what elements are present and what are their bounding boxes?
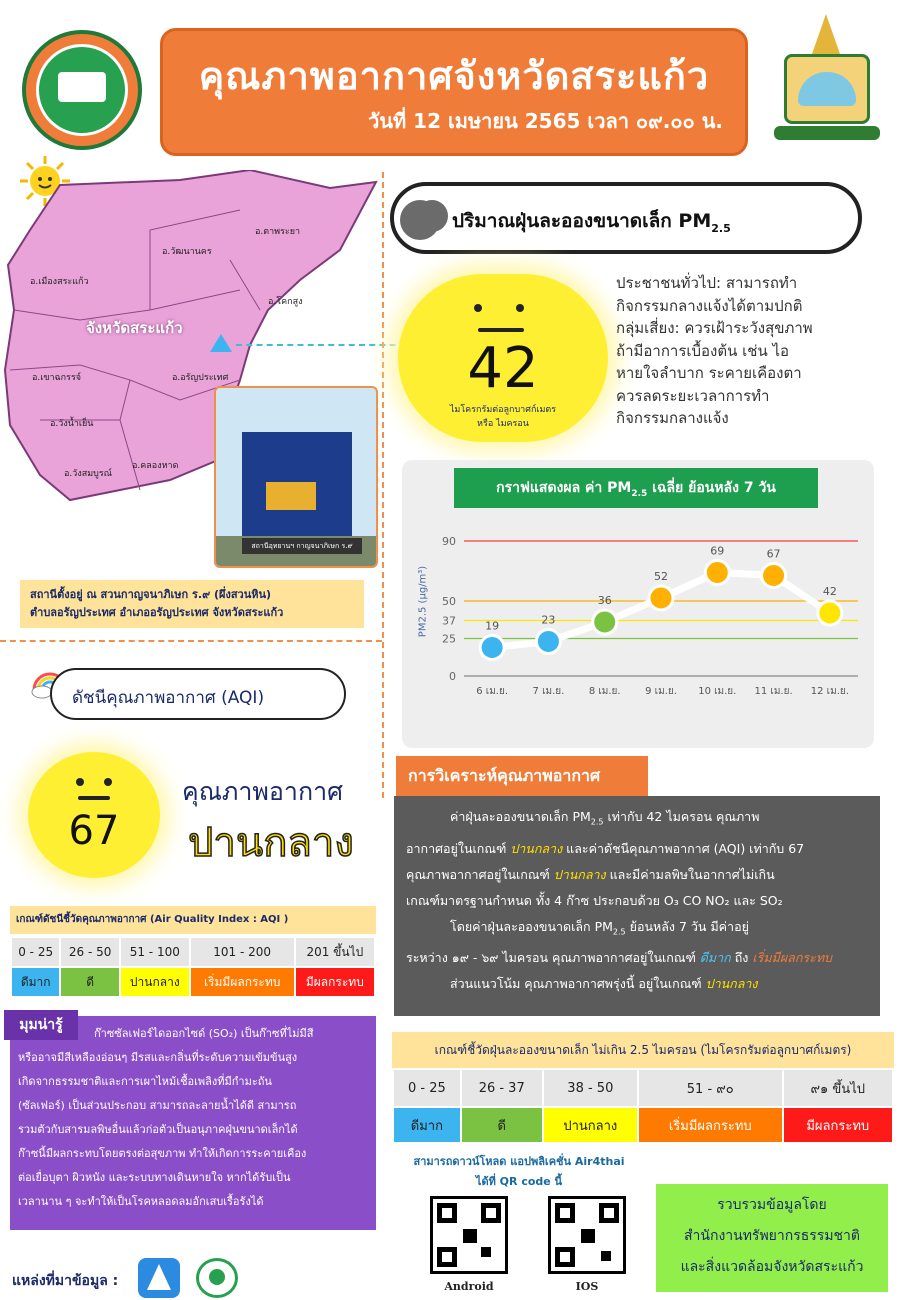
x-tick-label: 9 เม.ย.: [645, 686, 677, 697]
district-label: อ.โคกสูง: [268, 297, 303, 307]
aqi-level-cell: มีผลกระทบ: [295, 967, 375, 997]
aqi-level-cell: ดี: [60, 967, 120, 997]
download-note: [396, 1152, 642, 1192]
knowledge-line: เกิดจากธรรมชาติและการเผาไหม้เชื้อเพลิงที่มีกำมะถัน: [18, 1075, 272, 1088]
knowledge-line: รวมตัวกับสารมลพิษอื่นแล้วก่อตัวเป็นอนุภาคฝุ่นขนาดเล็กได้: [18, 1123, 298, 1136]
district-label: อ.วังสมบูรณ์: [64, 469, 113, 479]
pm25-unit: หรือ ไมครอน: [477, 419, 529, 429]
air4thai-logo: [138, 1258, 180, 1298]
aqi-level-cell: เริ่มมีผลกระทบ: [190, 967, 295, 997]
x-tick-label: 8 เม.ย.: [588, 686, 621, 697]
pm25-face: [398, 274, 608, 442]
chart-ylabel: PM2.5 (μg/m³): [417, 565, 429, 638]
station-location-box: [20, 580, 364, 628]
pm-range: 26 - 37: [461, 1069, 543, 1107]
aqi-level: ปานกลาง: [188, 820, 354, 866]
pm-table-title: เกณฑ์ชี้วัดฝุ่นละอองขนาดเล็ก ไม่เกิน 2.5 ไมครอน (ไมโครกรัมต่อลูกบาศก์เมตร): [392, 1032, 894, 1068]
knowledge-line: ก๊าซซัลเฟอร์ไดออกไซด์ (SO₂) เป็นก๊าซที่ไม่มีสี: [94, 1027, 314, 1040]
knowledge-box: [10, 1016, 376, 1230]
download-line: ได้ที่ QR code นี้: [475, 1175, 563, 1188]
analysis-heading: การวิเคราะห์คุณภาพอากาศ: [396, 756, 648, 796]
analysis-text: ย้อนหลัง 7 วัน มีค่าอยู่: [625, 918, 749, 934]
data-point: [536, 630, 560, 654]
pm25-line-chart: [428, 516, 874, 748]
data-label: 36: [597, 594, 612, 607]
district-label: อ.วังน้ำเย็น: [50, 419, 94, 429]
advice-line: ถ้ามีอาการเบื้องต้น เช่น ไอ: [616, 341, 790, 360]
analysis-text: และค่าดัชนีคุณภาพอากาศ (AQI) เท่ากับ 67: [562, 840, 805, 856]
analysis-highlight: ปานกลาง: [705, 976, 758, 991]
chart-title-bar: [454, 468, 818, 508]
advice-line: กิจกรรมกลางแจ้งได้ตามปกติ: [616, 296, 803, 315]
android-qr-code[interactable]: [430, 1196, 508, 1274]
data-point: [705, 561, 729, 585]
ios-qr-code[interactable]: [548, 1196, 626, 1274]
divider: [0, 640, 382, 642]
pm-range: 38 - 50: [543, 1069, 638, 1107]
pm-range: ๙๑ ขึ้นไป: [783, 1069, 893, 1107]
y-tick-label: 25: [442, 632, 456, 646]
location-line: ตำบลอรัญประเทศ อำเภออรัญประเทศ จังหวัดสระแก้ว: [30, 606, 284, 619]
smog-icon: [400, 200, 440, 240]
page-title: คุณภาพอากาศจังหวัดสระแก้ว: [198, 54, 710, 98]
advice-line: ควรลดระยะเวลาการทำ: [616, 386, 770, 405]
analysis-highlight: ปานกลาง: [510, 840, 563, 856]
data-point: [762, 564, 786, 588]
district-label: อ.เมืองสระแก้ว: [30, 277, 89, 287]
title-banner: [160, 28, 748, 156]
district-label: อ.อรัญประเทศ: [172, 373, 229, 383]
x-tick-label: 10 เม.ย.: [698, 686, 737, 697]
data-point: [480, 636, 504, 660]
aqi-level-cell: ดีมาก: [11, 967, 60, 997]
station-photo: [214, 386, 378, 568]
knowledge-line: หรืออาจมีสีเหลืองอ่อนๆ มีรสและกลิ่นที่ระดับความเข้มข้นสูง: [18, 1051, 298, 1064]
chart-title: กราฟแสดงผล ค่า PM: [496, 480, 632, 496]
analysis-text: ส่วนแนวโน้ม คุณภาพอากาศพรุ่งนี้ อยู่ในเกณฑ์: [450, 976, 706, 991]
x-tick-label: 7 เม.ย.: [532, 686, 565, 697]
analysis-text: ถึง: [730, 950, 753, 965]
provincial-seal-logo: [22, 30, 142, 150]
knowledge-line: (ซัลเฟอร์) เป็นส่วนประกอบ สามารถละลายน้ำได้ดี สามารถ: [18, 1099, 297, 1112]
analysis-text: โดยค่าฝุ่นละอองขนาดเล็ก PM: [450, 918, 613, 934]
source-label: แหล่งที่มาข้อมูล :: [12, 1273, 119, 1289]
analysis-text: คุณภาพอากาศอยู่ในเกณฑ์: [406, 866, 554, 882]
x-tick-label: 12 เม.ย.: [810, 686, 849, 697]
pm-range: 51 - ๙๐: [638, 1069, 783, 1107]
data-point: [593, 610, 617, 634]
pm-level-cell: มีผลกระทบ: [783, 1107, 893, 1143]
advice-line: กิจกรรมกลางแจ้ง: [616, 409, 729, 427]
data-label: 23: [541, 613, 556, 627]
y-tick-label: 90: [442, 535, 456, 548]
analysis-text: เกณฑ์มาตรฐานกำหนด ทั้ง 4 ก๊าซ ประกอบด้วย O₃ CO NO₂ และ SO₂: [406, 892, 783, 908]
aqi-value: 67: [68, 808, 120, 854]
android-label: Android: [444, 1280, 494, 1293]
y-tick-label: 50: [442, 595, 456, 608]
pm25-chart-panel: [402, 460, 874, 748]
pm-level-cell: ดี: [461, 1107, 543, 1143]
data-label: 19: [485, 619, 500, 633]
district-label: อ.วัฒนานคร: [162, 247, 212, 257]
chart-title-subscript: 2.5: [631, 488, 648, 499]
pm-table: [392, 1068, 894, 1144]
analysis-subscript: 2.5: [612, 927, 626, 936]
emblem-logo: [768, 14, 886, 148]
advice-line: หายใจลำบาก ระคายเคืองตา: [616, 364, 802, 382]
district-label: อ.คลองหาด: [132, 461, 179, 471]
aqi-face: [28, 752, 160, 878]
province-label: จังหวัดสระแก้ว: [86, 319, 183, 337]
analysis-text: ระหว่าง ๑๙ - ๖๙ ไมครอน คุณภาพอากาศอยู่ในเกณฑ์: [406, 950, 700, 965]
pm25-unit: ไมโครกรัมต่อลูกบาศก์เมตร: [449, 405, 557, 415]
aqi-range: 101 - 200: [190, 937, 295, 967]
pcd-logo: [196, 1258, 238, 1298]
data-point: [818, 601, 842, 625]
pm-level-cell: ดีมาก: [393, 1107, 461, 1143]
aqi-level-cell: ปานกลาง: [120, 967, 190, 997]
station-sign: สถานีอุทยานฯ กาญจนาภิเษก ร.๙: [242, 538, 362, 554]
analysis-text-box: [394, 796, 880, 1016]
credit-line: สำนักงานทรัพยากรธรรมชาติ: [683, 1228, 861, 1244]
data-label: 42: [822, 585, 837, 598]
x-tick-label: 11 เม.ย.: [754, 686, 793, 697]
y-tick-label: 0: [449, 670, 456, 683]
analysis-text: และมีค่ามลพิษในอากาศไม่เกิน: [605, 866, 775, 882]
data-label: 67: [766, 547, 781, 561]
knowledge-tag: มุมน่ารู้: [4, 1010, 78, 1040]
chart-title-rest: เฉลี่ย ย้อนหลัง 7 วัน: [647, 480, 776, 496]
advice-line: กลุ่มเสี่ยง: ควรเฝ้าระวังสุขภาพ: [616, 319, 813, 337]
health-advice: [616, 272, 870, 430]
pm25-heading: ปริมาณฝุ่นละอองขนาดเล็ก PM: [452, 210, 712, 232]
pm-level-cell: ปานกลาง: [543, 1107, 638, 1143]
district-label: อ.ตาพระยา: [255, 227, 301, 237]
knowledge-line: เวลานาน ๆ จะทำให้เป็นโรคหลอดลมอักเสบเรื้อรังได้: [18, 1195, 264, 1208]
knowledge-line: ก๊าซนี้มีผลกระทบโดยตรงต่อสุขภาพ ทำให้เกิดการระคายเคือง: [18, 1147, 307, 1160]
location-line: สถานีตั้งอยู่ ณ สวนกาญจนาภิเษก ร.๙ (ผึ่งสวนหิน): [30, 588, 272, 601]
aqi-range: 26 - 50: [60, 937, 120, 967]
advice-line: ประชาชนทั่วไป: สามารถทำ: [616, 274, 798, 292]
aqi-header-cloud: [50, 668, 346, 720]
data-point: [649, 586, 673, 610]
credit-box: [656, 1184, 888, 1292]
analysis-text: อากาศอยู่ในเกณฑ์: [406, 840, 511, 856]
divider: [382, 172, 384, 798]
analysis-highlight: เริ่มมีผลกระทบ: [752, 950, 832, 965]
pm25-heading-subscript: 2.5: [711, 221, 731, 235]
data-label: 69: [710, 544, 725, 558]
analysis-text: เท่ากับ 42 ไมครอน คุณภาพ: [603, 809, 760, 824]
pm-level-cell: เริ่มมีผลกระทบ: [638, 1107, 783, 1143]
aqi-table: [10, 936, 376, 998]
pm-range: 0 - 25: [393, 1069, 461, 1107]
credit-line: รวบรวมข้อมูลโดย: [717, 1197, 827, 1213]
download-line: สามารถดาวน์โหลด แอปพลิเคชั่น Air4thai: [413, 1155, 625, 1168]
station-marker-icon: [210, 334, 232, 352]
pm25-value: 42: [467, 336, 539, 401]
pm25-header-cloud: [390, 182, 862, 254]
aqi-range: 51 - 100: [120, 937, 190, 967]
data-label: 52: [654, 570, 668, 583]
knowledge-line: ต่อเยื่อบุตา ผิวหนัง และระบบทางเดินหายใจ หากได้รับเป็น: [18, 1171, 291, 1184]
analysis-highlight: ปานกลาง: [553, 866, 606, 882]
x-tick-label: 6 เม.ย.: [476, 686, 509, 697]
y-tick-label: 37: [442, 614, 456, 628]
district-label: อ.เขาฉกรรจ์: [32, 373, 82, 383]
aqi-range: 0 - 25: [11, 937, 60, 967]
report-date: วันที่ 12 เมษายน 2565 เวลา ๐๙.๐๐ น.: [368, 109, 723, 133]
analysis-text: ค่าฝุ่นละอองขนาดเล็ก PM: [450, 809, 591, 824]
credit-line: และสิ่งแวดล้อมจังหวัดสระแก้ว: [680, 1259, 864, 1275]
aqi-label: คุณภาพอากาศ: [182, 777, 344, 806]
ios-label: IOS: [575, 1280, 599, 1293]
analysis-subscript: 2.5: [590, 817, 604, 827]
analysis-highlight: ดีมาก: [699, 950, 731, 965]
pointer-line: [236, 344, 406, 346]
aqi-table-title: เกณฑ์ดัชนีชี้วัดคุณภาพอากาศ (Air Quality Index : AQI ): [10, 906, 376, 934]
aqi-heading: ดัชนีคุณภาพอากาศ (AQI): [72, 688, 265, 708]
aqi-range: 201 ขึ้นไป: [295, 937, 375, 967]
